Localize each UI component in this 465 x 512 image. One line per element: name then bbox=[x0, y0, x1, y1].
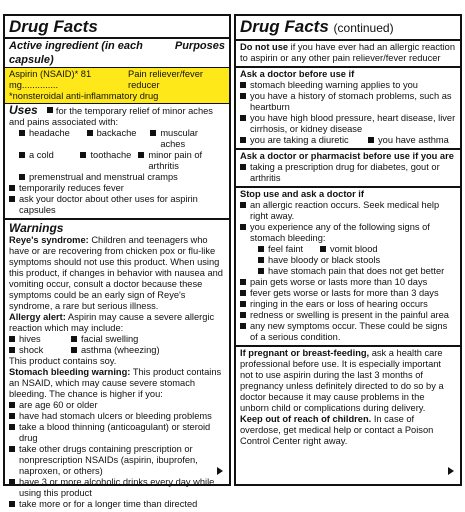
bullet-icon bbox=[71, 347, 77, 353]
stomach-text: This product contains an NSAID, which may cause severe stomach bleeding. The chance is higher if you: bbox=[9, 367, 222, 399]
bullet-icon bbox=[240, 290, 246, 296]
stomach-item bbox=[9, 499, 225, 510]
pregnancy-text: ask a health care professional before use. It is especially important not to use aspirin during the last 3 months of pregnancy unless definitely directed to do so by a doctor because it may cause problems in the unborn child or complications during delivery. bbox=[240, 348, 444, 413]
stop-use-item bbox=[240, 222, 456, 244]
stop-use-item bbox=[240, 277, 456, 288]
ask-doctor-item bbox=[240, 91, 456, 113]
stomach-item bbox=[9, 400, 225, 411]
active-ingredient-name: Aspirin (NSAID)* 81 mg bbox=[9, 69, 92, 90]
ask-doctor-last-row bbox=[240, 135, 456, 146]
uses-row-3 bbox=[9, 172, 225, 183]
allergy-alert bbox=[9, 312, 225, 334]
bullet-icon bbox=[240, 82, 246, 88]
stop-sub-row-3 bbox=[240, 266, 456, 277]
bullet-icon bbox=[368, 137, 374, 143]
keep-out-block bbox=[240, 414, 456, 447]
keep-out-text: In case of overdose, get medical help or contact a Poison Control Center right away. bbox=[240, 414, 434, 446]
bullet-icon bbox=[258, 268, 264, 274]
bullet-icon bbox=[9, 336, 15, 342]
stomach-item-text: take a blood thinning (anticoagulant) or steroid drug bbox=[19, 422, 211, 443]
uses-more-2 bbox=[9, 194, 225, 216]
bullet-icon bbox=[87, 130, 93, 136]
bullet-icon bbox=[9, 479, 15, 485]
pregnancy-label: If pregnant or breast-feeding, bbox=[240, 348, 370, 358]
use-item: toothache bbox=[90, 150, 132, 160]
continue-arrow-wrap-right bbox=[448, 467, 454, 478]
stop-sub-text: have stomach pain that does not get better bbox=[268, 266, 445, 276]
bullet-icon bbox=[240, 115, 246, 121]
bullet-icon bbox=[258, 257, 264, 263]
stop-use-text: you experience any of the following signs of stomach bleeding: bbox=[250, 222, 430, 243]
use-item: headache bbox=[29, 128, 70, 138]
nsaid-footnote: *nonsteroidal anti-inflammatory drug bbox=[9, 91, 159, 101]
bullet-icon bbox=[9, 446, 15, 452]
stop-sub-row-1 bbox=[240, 244, 456, 255]
pregnancy-text-block bbox=[240, 348, 456, 414]
stop-sub-row-2 bbox=[240, 255, 456, 266]
keep-out-label: Keep out of reach of children. bbox=[240, 414, 372, 424]
ask-doctor-text: you are taking a diuretic bbox=[250, 135, 349, 145]
ask-pharmacist-heading: Ask a doctor or pharmacist before use if you are bbox=[240, 151, 454, 161]
use-item: premenstrual and menstrual cramps bbox=[29, 172, 178, 182]
stomach-label: Stomach bleeding warning: bbox=[9, 367, 131, 377]
stomach-warning bbox=[9, 367, 225, 400]
stomach-item bbox=[9, 422, 225, 444]
purpose-text: Pain reliever/fever reducer bbox=[128, 69, 203, 90]
ask-doctor-item bbox=[240, 80, 456, 91]
uses-section bbox=[5, 104, 229, 220]
left-column bbox=[3, 14, 231, 509]
bullet-icon bbox=[258, 246, 264, 252]
ask-doctor-section bbox=[236, 68, 460, 150]
bullet-icon bbox=[240, 164, 246, 170]
allergy-item: shock bbox=[19, 345, 44, 355]
bullet-icon bbox=[9, 347, 15, 353]
stomach-item bbox=[9, 477, 225, 499]
bullet-icon bbox=[9, 402, 15, 408]
continue-arrow-wrap bbox=[217, 467, 223, 478]
bullet-icon bbox=[320, 246, 326, 252]
stop-sub-text: feel faint bbox=[268, 244, 304, 254]
allergy-item: asthma (wheezing) bbox=[81, 345, 160, 355]
dot-leader: .............. bbox=[21, 80, 59, 90]
allergy-label: Allergy alert: bbox=[9, 312, 66, 322]
right-title-text: Drug Facts bbox=[240, 17, 329, 36]
use-item: muscular aches bbox=[160, 128, 199, 149]
active-ingredient-header bbox=[5, 39, 229, 68]
bullet-icon bbox=[240, 301, 246, 307]
use-extra: ask your doctor about other uses for aspirin capsules bbox=[19, 194, 198, 215]
active-header-label: Active ingredient (in each capsule) bbox=[9, 40, 143, 66]
bullet-icon bbox=[19, 174, 25, 180]
ask-pharmacist-item bbox=[240, 162, 456, 184]
stomach-item-text: take more or for a longer time than directed bbox=[19, 499, 198, 509]
allergy-row-1 bbox=[9, 334, 225, 345]
bullet-icon bbox=[9, 501, 15, 507]
use-extra: temporarily reduces fever bbox=[19, 183, 124, 193]
uses-intro: for the temporary relief of minor aches and pains associated with: bbox=[9, 106, 213, 127]
stomach-item-text: have had stomach ulcers or bleeding problems bbox=[19, 411, 212, 421]
stomach-item-text: are age 60 or older bbox=[19, 400, 98, 410]
stop-use-text: any new symptoms occur. These could be signs of a serious condition. bbox=[250, 321, 448, 342]
stop-sub-text: vomit blood bbox=[330, 244, 378, 254]
ask-doctor-heading: Ask a doctor before use if bbox=[240, 69, 355, 79]
bullet-icon bbox=[240, 202, 246, 208]
ask-doctor-text: you have asthma bbox=[378, 135, 449, 145]
stomach-item bbox=[9, 444, 225, 477]
bullet-icon bbox=[9, 413, 15, 419]
stop-use-text: fever gets worse or lasts for more than 3 days bbox=[250, 288, 439, 298]
do-not-use-label: Do not use bbox=[240, 42, 289, 52]
uses-row-1 bbox=[9, 128, 225, 150]
right-column bbox=[234, 14, 462, 486]
bullet-icon bbox=[240, 93, 246, 99]
bullet-icon bbox=[9, 424, 15, 430]
ask-doctor-text: you have high blood pressure, heart disease, liver cirrhosis, or kidney disease bbox=[250, 113, 456, 134]
bullet-icon bbox=[9, 196, 15, 202]
stop-use-heading: Stop use and ask a doctor if bbox=[240, 189, 364, 199]
bullet-icon bbox=[240, 323, 246, 329]
bullet-icon bbox=[19, 152, 25, 158]
left-title: Drug Facts bbox=[5, 16, 229, 39]
purposes-header-label: Purposes bbox=[174, 40, 225, 52]
right-title bbox=[236, 16, 460, 41]
allergy-text: Aspirin may cause a severe allergic reaction which may include: bbox=[9, 312, 215, 333]
right-title-sub: (continued) bbox=[333, 21, 394, 35]
uses-more-1 bbox=[9, 183, 225, 194]
stop-use-item bbox=[240, 288, 456, 299]
ask-doctor-item bbox=[240, 113, 456, 135]
stop-use-text: pain gets worse or lasts more than 10 days bbox=[250, 277, 428, 287]
bullet-icon bbox=[71, 336, 77, 342]
continue-arrow-icon bbox=[448, 467, 454, 475]
warnings-heading: Warnings bbox=[9, 221, 64, 235]
ask-doctor-text: stomach bleeding warning applies to you bbox=[250, 80, 418, 90]
do-not-use-section bbox=[236, 41, 460, 68]
stop-use-text: redness or swelling is present in the painful area bbox=[250, 310, 449, 320]
stomach-item-text: take other drugs containing prescription or nonprescription NSAIDs (aspirin, ibuprofen, naproxen, or others) bbox=[19, 444, 198, 476]
ask-pharmacist-section bbox=[236, 150, 460, 188]
stop-use-item bbox=[240, 299, 456, 310]
ask-doctor-text: you have a history of stomach problems, such as heartburn bbox=[250, 91, 452, 112]
bullet-icon bbox=[138, 152, 144, 158]
stop-use-section bbox=[236, 188, 460, 347]
uses-heading: Uses bbox=[9, 103, 38, 117]
stop-sub-text: have bloody or black stools bbox=[268, 255, 381, 265]
bullet-icon bbox=[19, 130, 25, 136]
stop-use-item bbox=[240, 321, 456, 343]
bullet-icon bbox=[240, 224, 246, 230]
bullet-icon bbox=[47, 107, 53, 113]
allergy-item: hives bbox=[19, 334, 41, 344]
reye-label: Reye's syndrome: bbox=[9, 235, 89, 245]
allergy-item: facial swelling bbox=[81, 334, 139, 344]
stomach-item bbox=[9, 411, 225, 422]
stop-use-text: ringing in the ears or loss of hearing occurs bbox=[250, 299, 428, 309]
bullet-icon bbox=[240, 137, 246, 143]
bullet-icon bbox=[240, 312, 246, 318]
stop-use-item bbox=[240, 200, 456, 222]
stomach-item-text: have 3 or more alcoholic drinks every day while using this product bbox=[19, 477, 215, 498]
bullet-icon bbox=[80, 152, 86, 158]
use-item: minor pain of arthritis bbox=[148, 150, 203, 171]
warnings-section bbox=[5, 220, 229, 512]
do-not-use-text: if you have ever had an allergic reaction to aspirin or any other pain reliever/fever reducer bbox=[240, 42, 455, 63]
use-item: a cold bbox=[29, 150, 54, 160]
stop-use-text: an allergic reaction occurs. Seek medical help right away. bbox=[250, 200, 440, 221]
use-item: backache bbox=[96, 128, 137, 138]
reye-warning bbox=[9, 235, 225, 312]
ask-pharmacist-text: taking a prescription drug for diabetes, gout or arthritis bbox=[250, 162, 440, 183]
reye-text: Children and teenagers who have or are recovering from chicken pox or flu-like symptoms should not use this product. When using this product, if changes in behavior with nausea and vomiting occur, consult a doctor because these symptoms could be an early sign of Reye's syndrome, a rare but serious illness. bbox=[9, 235, 223, 311]
pregnancy-section bbox=[236, 347, 460, 449]
active-ingredient-box bbox=[5, 68, 229, 104]
uses-row-2 bbox=[9, 150, 225, 172]
bullet-icon bbox=[9, 185, 15, 191]
stop-use-item bbox=[240, 310, 456, 321]
bullet-icon bbox=[240, 279, 246, 285]
bullet-icon bbox=[150, 130, 156, 136]
continue-arrow-icon bbox=[217, 467, 223, 475]
soy-notice: This product contains soy. bbox=[9, 356, 117, 366]
allergy-row-2 bbox=[9, 345, 225, 356]
